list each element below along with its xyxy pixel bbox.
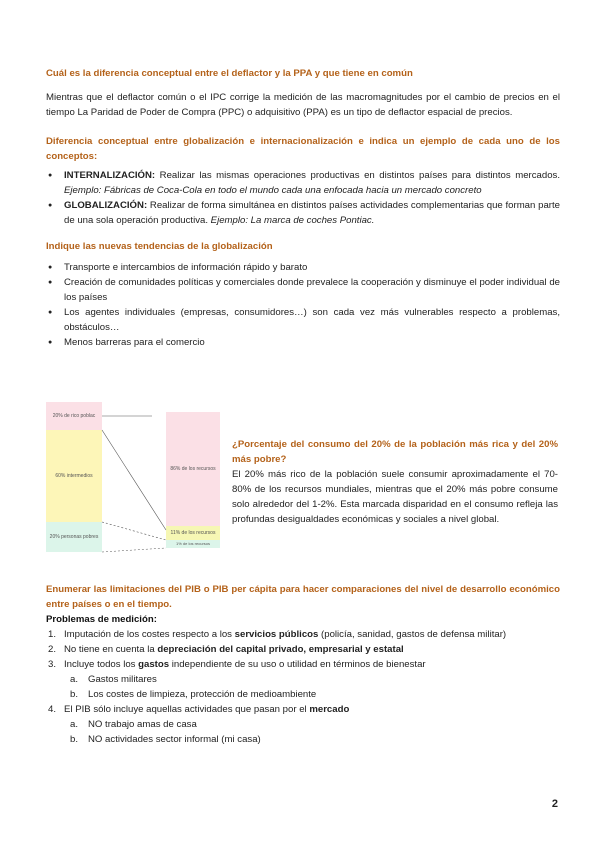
item-number: 2. <box>48 644 57 655</box>
item-text-end: independiente de su uso o utilidad en términos de bienestar <box>169 659 426 670</box>
sub-text: NO actividades sector informal (mi casa) <box>88 734 261 745</box>
right-box-small: 11% de los recursos <box>166 526 220 540</box>
top-box-rich: 20% de rico poblac <box>46 402 102 430</box>
sublist-item <box>64 687 560 702</box>
example: Ejemplo: La marca de coches Pontiac. <box>210 215 375 226</box>
item-text-end: (policía, sanidad, gastos de defensa militar) <box>318 629 507 640</box>
right-box-tiny: 1% de los recursos <box>166 540 220 548</box>
term: GLOBALIZACIÓN: <box>64 200 148 211</box>
item-bold: depreciación del capital privado, empresarial y estatal <box>157 644 404 655</box>
term: INTERNALIZACIÓN: <box>64 170 156 181</box>
sub-text: Los costes de limpieza, protección de medioambiente <box>88 689 317 700</box>
list-item: ● Los agentes individuales (empresas, consumidores…) son cada vez más vulnerables respecto a problemas, obstáculos… <box>46 305 560 335</box>
item-text: Incluye todos los <box>64 659 139 670</box>
item-number: 4. <box>48 704 57 715</box>
subheading-problemas: Problemas de medición: <box>46 614 157 625</box>
list-item: ● Creación de comunidades políticas y comerciales donde prevalece la cooperación y disminuye el poder individual de los países <box>46 275 560 305</box>
right-box-large: 86% de los recursos <box>166 412 220 526</box>
heading-consumo: ¿Porcentaje del consumo del 20% de la población más rica y del 20% más pobre? <box>232 439 558 465</box>
list-tendencias <box>46 260 560 350</box>
item-bold: gastos <box>138 659 170 670</box>
list-item <box>46 198 560 228</box>
definition: Realizar las mismas operaciones productivas en distintos países para distintos mercados. <box>155 170 560 181</box>
sub-letter: b. <box>70 734 79 745</box>
list-pib-limitaciones <box>46 627 560 747</box>
list-item <box>46 642 560 657</box>
item-number: 1. <box>48 629 57 640</box>
bottom-box-poor: 20% personas pobres <box>46 522 102 552</box>
page-content <box>46 66 560 350</box>
list-item <box>46 702 560 747</box>
item-number: 3. <box>48 659 57 670</box>
mid-box-intermediate: 60% intermedios <box>46 430 102 522</box>
list-item <box>46 627 560 642</box>
paragraph-consumo: El 20% más rico de la población suele consumir aproximadamente el 70-80% de los recursos mundiales, mientras que el 20% más pobre consume solo alrededor del 1-2%. Esta marcada disparidad en el consumo refleja las profundas desigualdades económicas y sociales a nivel global. <box>232 469 558 525</box>
heading-globalizacion: Diferencia conceptual entre globalización e internacionalización e indica un ejemplo de cada uno de los conceptos: <box>46 136 560 162</box>
item-bold: mercado <box>309 704 350 715</box>
example: Ejemplo: Fábricas de Coca-Cola en todo el mundo cada una enfocada hacia un mercado concreto <box>64 185 482 196</box>
definition: Realizar de forma simultánea en distintos países actividades complementarias que forman parte de una sola operación productiva. <box>64 200 560 226</box>
heading-tendencias: Indique las nuevas tendencias de la globalización <box>46 241 273 252</box>
heading-pib: Enumerar las limitaciones del PIB o PIB per cápita para hacer comparaciones del nivel de desarrollo económico entre países o en el tiempo. <box>46 584 560 610</box>
pib-section <box>46 582 560 747</box>
item-text: El PIB sólo incluye aquellas actividades que pasan por el <box>64 704 310 715</box>
paragraph-deflactor-ppa: Mientras que el deflactor común o el IPC corrige la medición de las macromagnitudes por el cambio de precios en el tiempo La Paridad de Poder de Compra (PPC) o adquisitivo (PPA) es un tipo de deflactor espacial de precios. <box>46 92 560 118</box>
item-bold: servicios públicos <box>234 629 319 640</box>
list-item: ● Menos barreras para el comercio <box>46 335 560 350</box>
list-item <box>46 168 560 198</box>
heading-deflactor-ppa: Cuál es la diferencia conceptual entre el deflactor y la PPA y que tiene en común <box>46 68 413 79</box>
connector-lines <box>46 402 226 554</box>
item-text: Imputación de los costes respecto a los <box>64 629 235 640</box>
page-number: 2 <box>551 798 558 810</box>
list-item <box>46 657 560 702</box>
item-text: No tiene en cuenta la <box>64 644 158 655</box>
sub-letter: b. <box>70 689 79 700</box>
sublist-item <box>64 717 560 732</box>
sub-letter: a. <box>70 674 79 685</box>
sub-text: Gastos militares <box>88 674 157 685</box>
sublist-item <box>64 672 560 687</box>
consumption-section <box>232 437 558 527</box>
sublist <box>64 672 560 702</box>
sublist <box>64 717 560 747</box>
sub-letter: a. <box>70 719 79 730</box>
list-globalizacion <box>46 168 560 228</box>
consumption-figure <box>46 402 226 554</box>
list-item: ● Transporte e intercambios de información rápido y barato <box>46 260 560 275</box>
sublist-item <box>64 732 560 747</box>
sub-text: NO trabajo amas de casa <box>88 719 197 730</box>
